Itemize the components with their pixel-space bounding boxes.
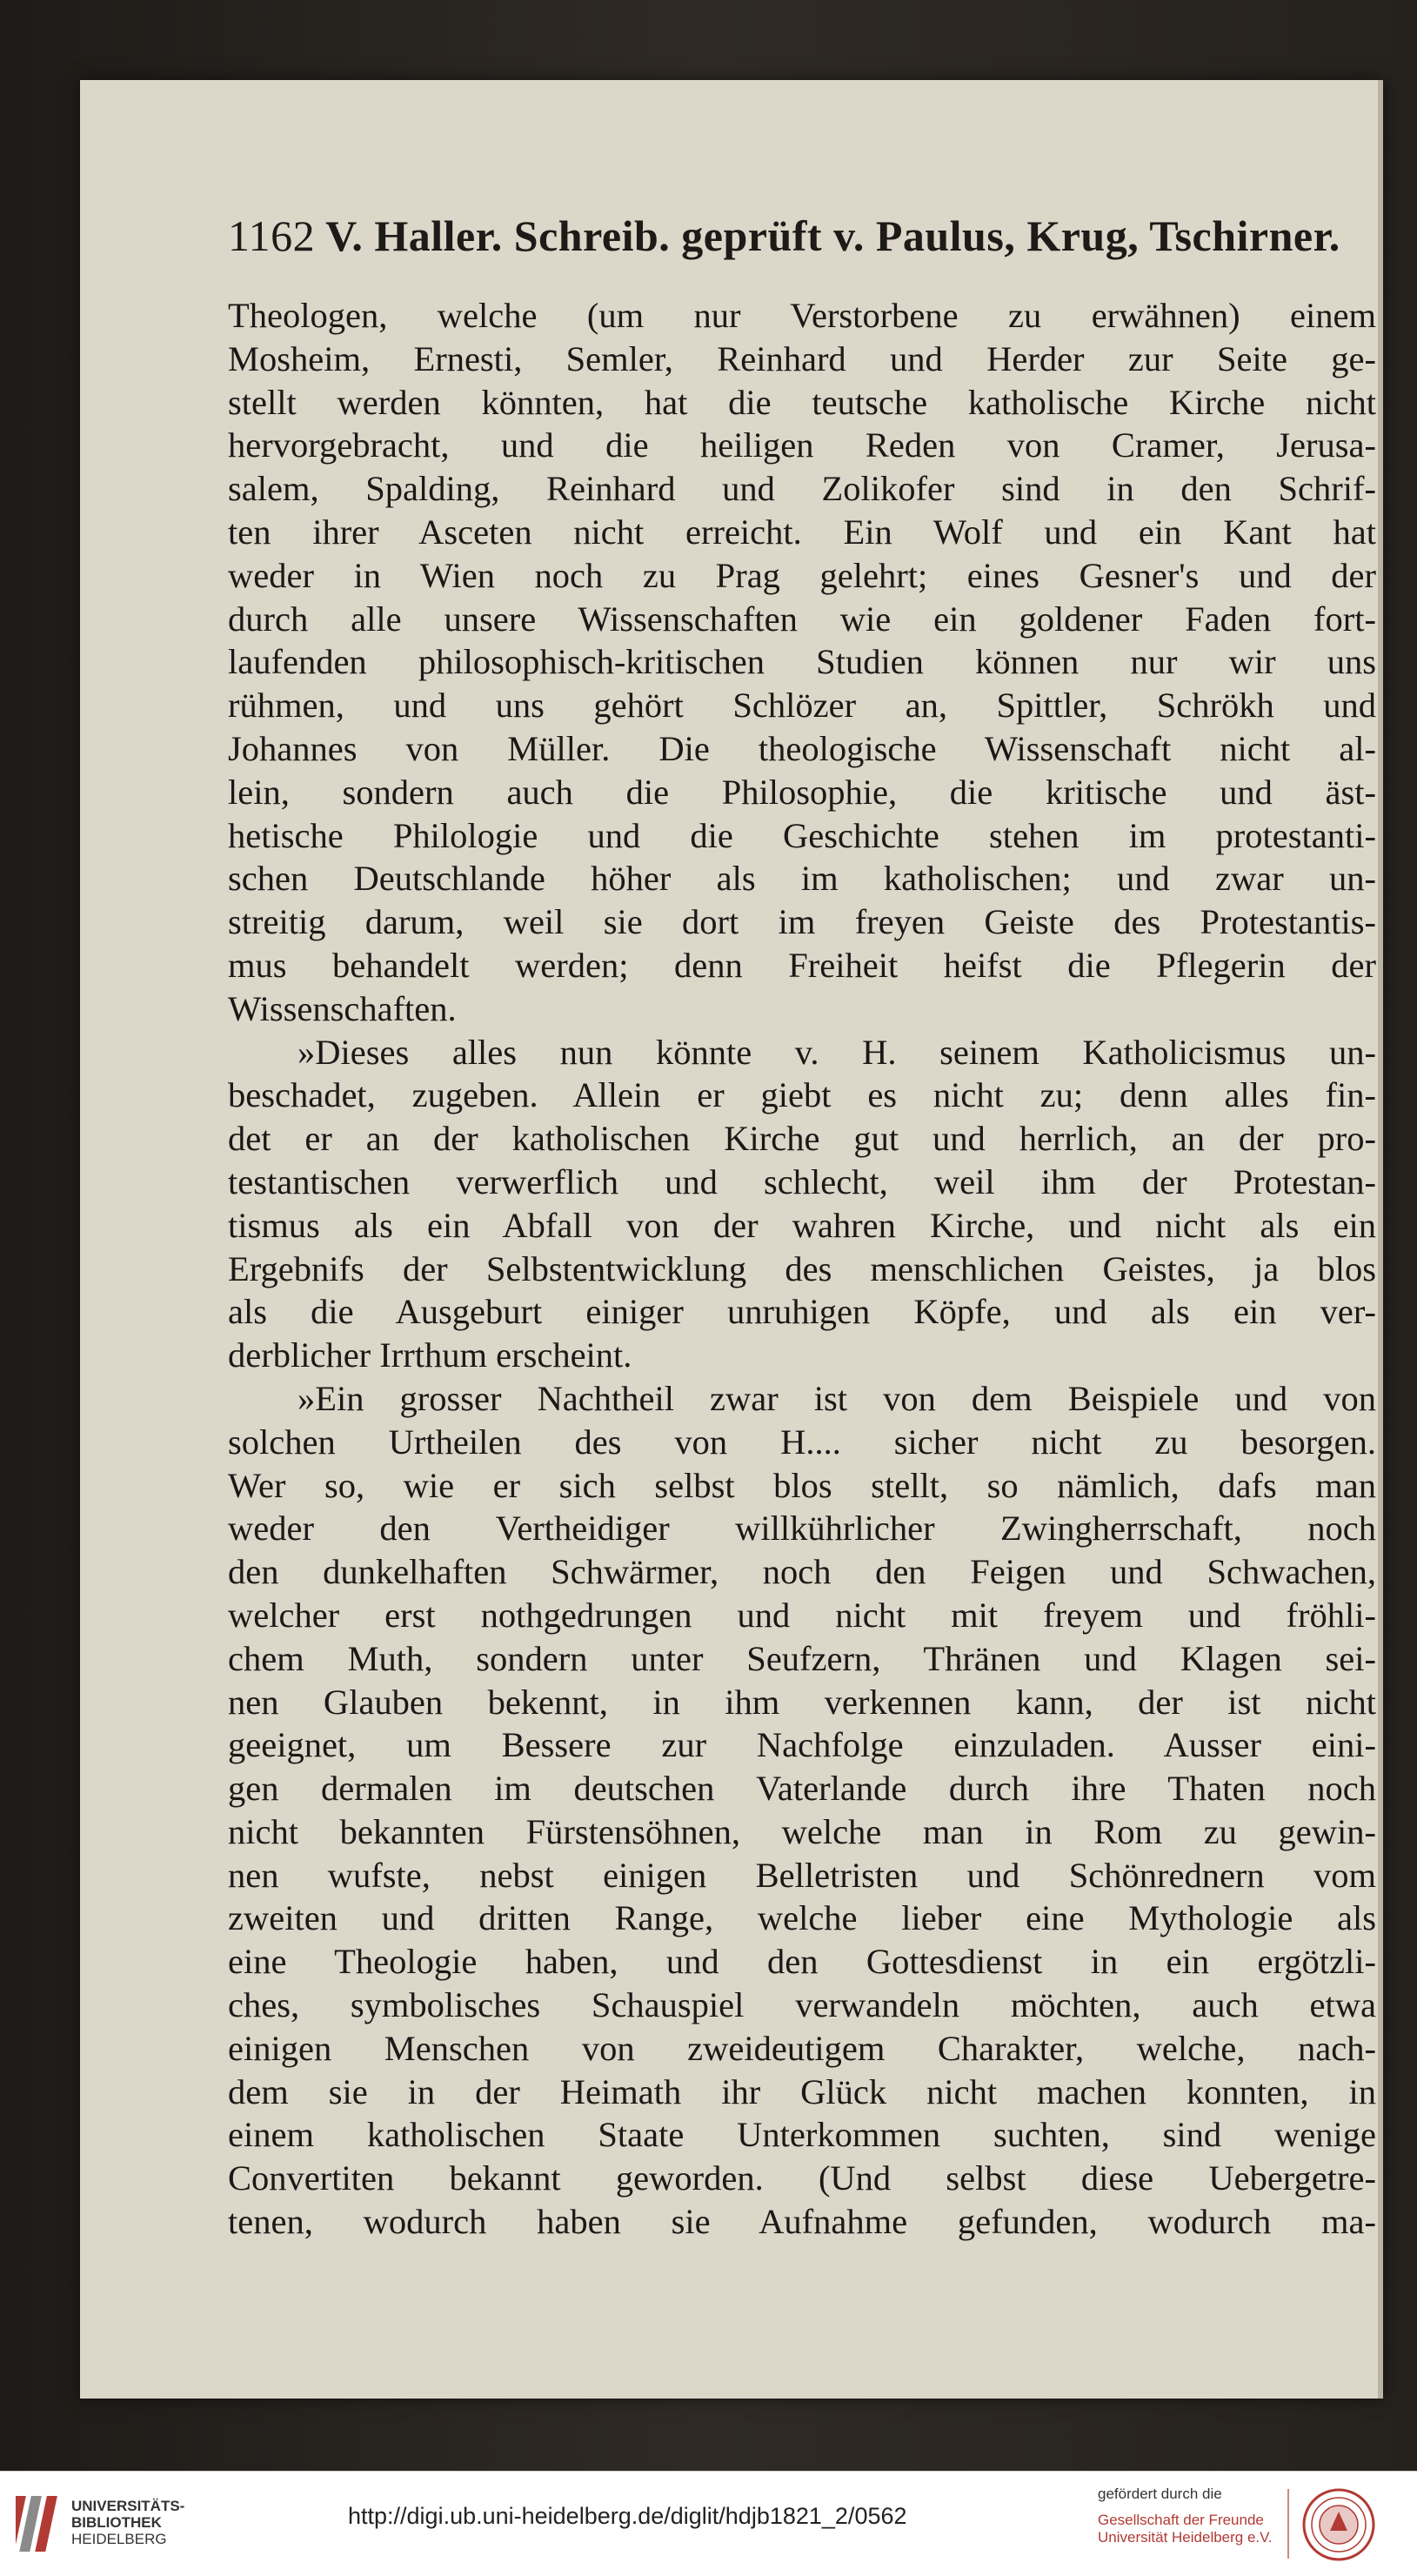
text-line: lein, sondern auch die Philosophie, die kritische und äst- bbox=[228, 772, 1376, 812]
footer-divider bbox=[1287, 2489, 1289, 2559]
university-library-logo-icon bbox=[16, 2487, 63, 2560]
text-line: det er an der katholischen Kirche gut und herrlich, an der pro- bbox=[228, 1119, 1376, 1159]
text-line: geeignet, um Bessere zur Nachfolge einzuladen. Ausser eini- bbox=[228, 1725, 1376, 1765]
text-line: stellt werden könnten, hat die teutsche katholische Kirche nicht bbox=[228, 382, 1376, 422]
text-line: Johannes von Müller. Die theologische Wissenschaft nicht al- bbox=[228, 728, 1376, 768]
text-line: nen Glauben bekennt, in ihm verkennen kann, der ist nicht bbox=[228, 1682, 1376, 1722]
running-head bbox=[228, 211, 1376, 263]
text-line: tismus als ein Abfall von der wahren Kirche, und nicht als ein bbox=[228, 1205, 1376, 1245]
text-line: streitig darum, weil sie dort im freyen Geiste des Protestantis- bbox=[228, 902, 1376, 942]
text-line: nen wufste, nebst einigen Belletristen und Schönrednern vom bbox=[228, 1855, 1376, 1895]
page-number: 1162 bbox=[228, 211, 316, 260]
text-line: hetische Philologie und die Geschichte stehen im protestanti- bbox=[228, 815, 1376, 855]
sponsor-intro: gefördert durch die bbox=[1098, 2486, 1222, 2502]
text-line: weder in Wien noch zu Prag gelehrt; eines Gesner's und der bbox=[228, 555, 1376, 595]
text-line: dem sie in der Heimath ihr Glück nicht machen konnten, in bbox=[228, 2071, 1376, 2111]
text-line: nicht bekannten Fürstensöhnen, welche man in Rom zu gewin- bbox=[228, 1811, 1376, 1851]
body-text bbox=[228, 294, 1376, 2244]
footer-bar bbox=[0, 2471, 1417, 2576]
text-line: laufenden philosophisch-kritischen Studien können nur wir uns bbox=[228, 642, 1376, 682]
running-head-title: V. Haller. Schreib. geprüft v. Paulus, Krug, Tschirner. bbox=[325, 211, 1340, 260]
text-line: Convertiten bekannt geworden. (Und selbst diese Uebergetre- bbox=[228, 2158, 1376, 2198]
library-name bbox=[71, 2498, 184, 2547]
text-line: Mosheim, Ernesti, Semler, Reinhard und Herder zur Seite ge- bbox=[228, 338, 1376, 378]
text-line: durch alle unsere Wissenschaften wie ein goldener Faden fort- bbox=[228, 599, 1376, 639]
text-line: testantischen verwerflich und schlecht, weil ihm der Protestan- bbox=[228, 1161, 1376, 1201]
text-line: salem, Spalding, Reinhard und Zolikofer sind in den Schrif- bbox=[228, 469, 1376, 509]
library-name-line2: BIBLIOTHEK bbox=[71, 2514, 162, 2531]
text-line: welcher erst nothgedrungen und nicht mit freyem und fröhli- bbox=[228, 1595, 1376, 1635]
page-content bbox=[228, 211, 1376, 2244]
permalink-url[interactable]: http://digi.ub.uni-heidelberg.de/diglit/hdjb1821_2/0562 bbox=[348, 2503, 907, 2529]
text-line: zweiten und dritten Range, welche lieber eine Mythologie als bbox=[228, 1898, 1376, 1938]
text-line: Ergebnifs der Selbstentwicklung des menschlichen Geistes, ja blos bbox=[228, 1248, 1376, 1288]
text-line: Wissenschaften. bbox=[228, 988, 457, 1028]
text-line: beschadet, zugeben. Allein er giebt es nicht zu; denn alles fin- bbox=[228, 1075, 1376, 1115]
text-line: einem katholischen Staate Unterkommen suchten, sind wenige bbox=[228, 2115, 1376, 2155]
text-line: gen dermalen im deutschen Vaterlande durch ihre Thaten noch bbox=[228, 1769, 1376, 1809]
text-line: ches, symbolisches Schauspiel verwandeln möchten, auch etwa bbox=[228, 1985, 1376, 2025]
text-line: solchen Urtheilen des von H.... sicher nicht zu besorgen. bbox=[228, 1422, 1376, 1462]
text-line: weder den Vertheidiger willkührlicher Zwingherrschaft, noch bbox=[228, 1509, 1376, 1549]
text-line: »Dieses alles nun könnte v. H. seinem Katholicismus un- bbox=[297, 1032, 1376, 1072]
text-line: den dunkelhaften Schwärmer, noch den Feigen und Schwachen, bbox=[228, 1552, 1376, 1592]
text-line: rühmen, und uns gehört Schlözer an, Spittler, Schrökh und bbox=[228, 686, 1376, 726]
text-line: tenen, wodurch haben sie Aufnahme gefunden, wodurch ma- bbox=[228, 2202, 1376, 2242]
library-name-line3: HEIDELBERG bbox=[71, 2531, 167, 2547]
text-line: ten ihrer Asceten nicht erreicht. Ein Wolf und ein Kant hat bbox=[228, 512, 1376, 552]
text-line: derblicher Irrthum erscheint. bbox=[228, 1335, 632, 1375]
text-line: eine Theologie haben, und den Gottesdienst in ein ergötzli- bbox=[228, 1942, 1376, 1982]
text-line: Theologen, welche (um nur Verstorbene zu erwähnen) einem bbox=[228, 296, 1376, 335]
sponsor-line1: Gesellschaft der Freunde bbox=[1098, 2512, 1264, 2528]
sponsor-line2: Universität Heidelberg e.V. bbox=[1098, 2529, 1273, 2546]
text-line: Wer so, wie er sich selbst blos stellt, so nämlich, dafs man bbox=[228, 1465, 1376, 1505]
text-line: chem Muth, sondern unter Seufzern, Thränen und Klagen sei- bbox=[228, 1638, 1376, 1678]
text-line: als die Ausgeburt einiger unruhigen Köpfe, und als ein ver- bbox=[228, 1292, 1376, 1332]
text-line: schen Deutschlande höher als im katholischen; und zwar un- bbox=[228, 859, 1376, 899]
text-line: hervorgebracht, und die heiligen Reden von Cramer, Jerusa- bbox=[228, 425, 1376, 465]
university-seal-icon bbox=[1301, 2487, 1376, 2562]
library-name-line1: UNIVERSITÄTS- bbox=[71, 2498, 185, 2514]
sponsor-name bbox=[1098, 2512, 1273, 2546]
text-line: einigen Menschen von zweideutigem Charakter, welche, nach- bbox=[228, 2028, 1376, 2068]
text-line: »Ein grosser Nachtheil zwar ist von dem Beispiele und von bbox=[297, 1378, 1376, 1418]
text-line: mus behandelt werden; denn Freiheit heifst die Pflegerin der bbox=[228, 945, 1376, 985]
book-page bbox=[80, 80, 1383, 2399]
